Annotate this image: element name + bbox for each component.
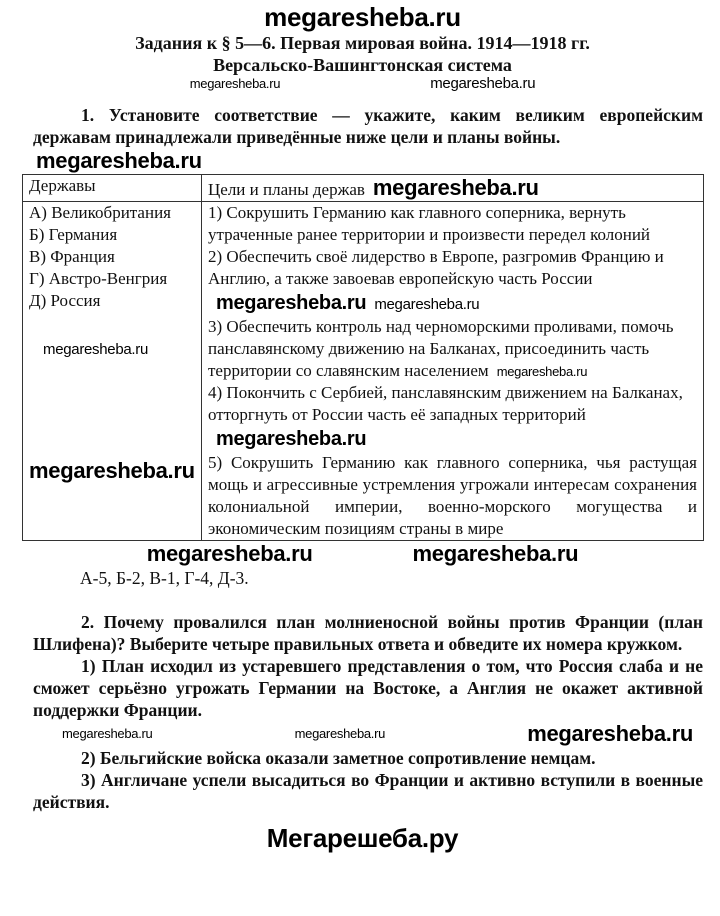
page-title: Задания к § 5—6. Первая мировая война. 1914—1918 гг.	[135, 33, 590, 53]
task2-option: 2) Бельгийские войска оказали заметное сопротивление немцам.	[81, 748, 596, 768]
goal-item: 3) Обеспечить контроль над черноморскими проливами, помочь панславянскому движению на Балканах, присоединить часть территории со славянским населением	[208, 317, 674, 380]
task1-answer: А-5, Б-2, В-1, Г-4, Д-3.	[80, 568, 249, 588]
watermark: megaresheba.ru	[374, 296, 480, 313]
watermark: megaresheba.ru	[372, 175, 539, 200]
watermark: megaresheba.ru	[36, 148, 202, 173]
page-subtitle: Версальско-Вашингтонская система	[213, 55, 512, 75]
watermark: megaresheba.ru	[294, 726, 386, 741]
watermark: megaresheba.ru	[412, 541, 579, 566]
power-item: Б) Германия	[29, 225, 118, 244]
watermark: megaresheba.ru	[527, 721, 693, 746]
powers-goals-table	[22, 174, 704, 541]
goal-item: 1) Сокрушить Германию как главного соперника, вернуть утраченные ранее территории и произвести передел колоний	[208, 203, 651, 244]
task2-option: 1) План исходил из устаревшего представления о том, что Россия слаба и не сможет серьёзно угрожать Германии на Востоке, а Англия не окажет активной поддержки Франции.	[33, 656, 703, 720]
watermark: megaresheba.ru	[430, 75, 536, 92]
watermark: megaresheba.ru	[43, 341, 149, 358]
power-item: В) Франция	[29, 247, 115, 266]
goal-item: 4) Покончить с Сербией, панславянским движением на Балканах, отторгнуть от России часть её западных территорий	[208, 383, 683, 424]
watermark: megaresheba.ru	[62, 726, 153, 741]
task2-option: 3) Англичане успели высадиться во Франции и активно вступили в военные действия.	[33, 770, 703, 812]
watermark: megaresheba.ru	[189, 76, 281, 91]
footer-watermark: Мегарешеба.ру	[266, 823, 459, 853]
power-item: Д) Россия	[29, 291, 101, 310]
watermark: megaresheba.ru	[216, 428, 367, 450]
power-item: А) Великобритания	[29, 203, 171, 222]
watermark: megaresheba.ru	[146, 541, 313, 566]
table-header: Цели и планы держав	[208, 180, 365, 199]
watermark: megaresheba.ru	[216, 292, 367, 314]
task1-question: 1. Установите соответствие — укажите, каким великим европейским державам принадлежали приведённые ниже цели и планы войны.	[33, 105, 703, 147]
table-header: Державы	[23, 175, 202, 202]
task2-question: 2. Почему провалился план молниеносной войны против Франции (план Шлифена)? Выберите четыре правильных ответа и обведите их номера кружком.	[33, 612, 703, 654]
goal-item: 5) Сокрушить Германию как главного соперника, чья растущая мощь и агрессивные устремления угрожали интересам сохранения колониальной империи, военно-морского могущества и экономическим позициям страны в мире	[208, 453, 697, 538]
watermark: megaresheba.ru	[264, 2, 461, 32]
goal-item: 2) Обеспечить своё лидерство в Европе, разгромив Францию и Англию, а также завоевав европейскую часть России	[208, 247, 664, 288]
power-item: Г) Австро-Венгрия	[29, 269, 168, 288]
watermark: megaresheba.ru	[29, 458, 195, 483]
watermark: megaresheba.ru	[496, 364, 588, 379]
